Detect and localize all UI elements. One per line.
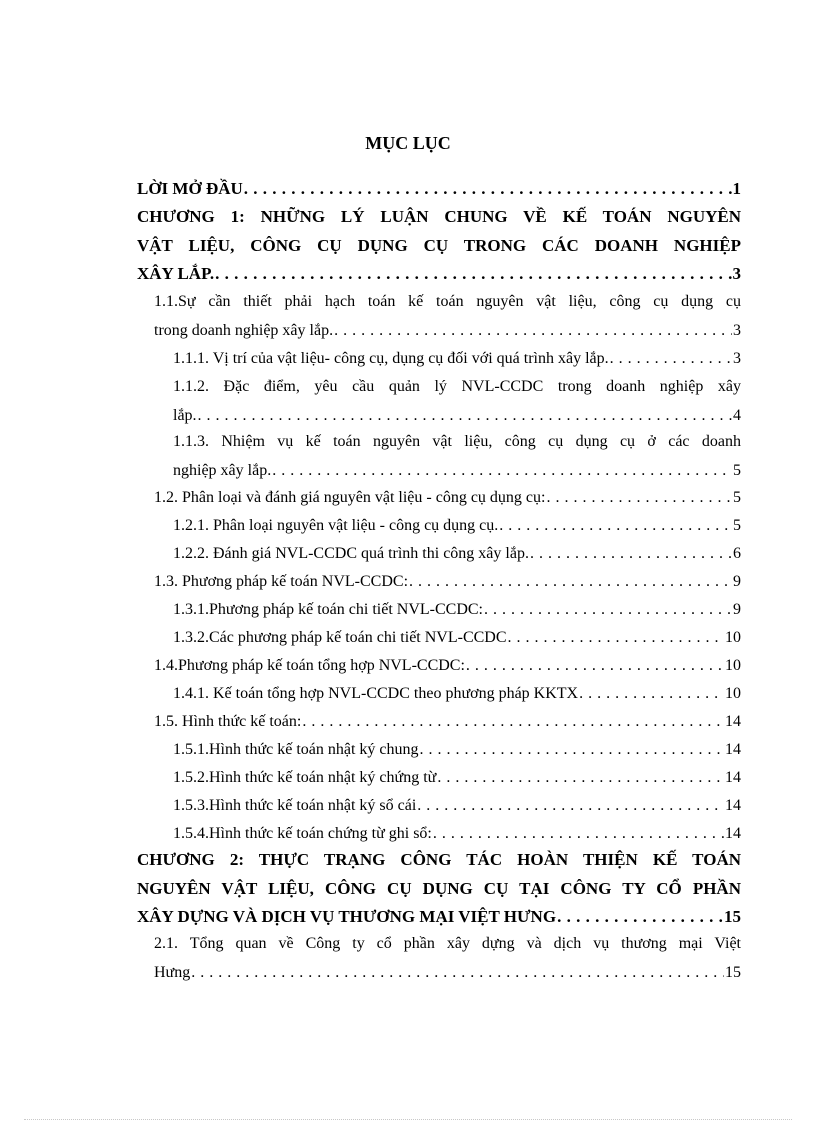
toc-entry-1-5-3[interactable] — [173, 792, 741, 821]
toc-entry-1-3-1[interactable] — [173, 596, 741, 625]
leader-dots — [191, 959, 724, 988]
toc-entry-title: 1.5.3.Hình thức kế toán nhật ký sổ cái — [173, 797, 417, 814]
toc-entry-1-1-2[interactable] — [173, 373, 741, 430]
leader-dots — [215, 260, 731, 289]
leader-dots — [546, 484, 732, 513]
toc-entry-title: 1.5.1.Hình thức kế toán nhật ký chung — [173, 741, 419, 758]
leader-dots — [198, 402, 732, 431]
toc-entry-title: 1.4.1. Kế toán tổng hợp NVL-CCDC theo phương pháp KKTX — [173, 685, 579, 702]
toc-page-number: 3 — [733, 350, 741, 367]
leader-dots — [579, 680, 724, 709]
toc-page-number: 6 — [733, 545, 741, 562]
toc-entry-1-3[interactable] — [154, 568, 741, 597]
toc-page-number: 15 — [724, 907, 741, 926]
toc-entry-1-4[interactable] — [154, 652, 741, 681]
toc-page-number: 3 — [733, 321, 741, 339]
toc-page-number: 10 — [725, 657, 741, 674]
toc-entry-title: 1.1.1. Vị trí của vật liệu- công cụ, dụng cụ đối với quá trình xây lắp. — [173, 350, 609, 367]
toc-page-number: 10 — [725, 629, 741, 646]
leader-dots — [499, 512, 732, 541]
toc-page-number: 14 — [725, 713, 741, 730]
toc-page-number: 5 — [733, 489, 741, 506]
toc-entry-title: 1.5.2.Hình thức kế toán nhật ký chứng từ — [173, 769, 437, 786]
toc-entry-line: 1.1.3. Nhiệm vụ kế toán nguyên vật liệu, công cụ dụng cụ ở các doanh — [173, 433, 741, 450]
toc-entry-title: 1.4.Phương pháp kế toán tổng hợp NVL-CCDC: — [154, 657, 465, 674]
leader-dots — [557, 903, 723, 932]
toc-entry-1-4-1[interactable] — [173, 680, 741, 709]
leader-dots — [420, 736, 724, 765]
toc-page-number: 5 — [733, 517, 741, 534]
toc-page-number: 14 — [725, 769, 741, 786]
toc-entry-title: nghiệp xây lắp. — [173, 461, 272, 479]
toc-entry-title: 1.2.1. Phân loại nguyên vật liệu - công cụ dụng cụ. — [173, 517, 499, 534]
toc-entry-1-5-1[interactable] — [173, 736, 741, 765]
toc-entry-line: 2.1. Tổng quan về Công ty cổ phần xây dựng và dịch vụ thương mại Việt — [154, 935, 741, 952]
leader-dots — [417, 792, 724, 821]
toc-entry-1-2-2[interactable] — [173, 540, 741, 569]
leader-dots — [272, 457, 732, 486]
toc-page-number: 10 — [725, 685, 741, 702]
page-title: MỤC LỤC — [365, 133, 451, 153]
leader-dots — [334, 317, 732, 346]
toc-page-number: 4 — [733, 406, 741, 424]
toc-entry-title: XÂY LẮP. — [137, 264, 215, 283]
toc-entry-1-1-3[interactable] — [173, 428, 741, 485]
toc-entry-title: 1.3.1.Phương pháp kế toán chi tiết NVL-CCDC: — [173, 601, 483, 618]
toc-entry-2-1[interactable] — [154, 930, 741, 987]
toc-entry-1-3-2[interactable] — [173, 624, 741, 653]
toc-entry-chuong-2[interactable] — [137, 846, 741, 932]
toc-page-number: 5 — [733, 461, 741, 479]
page-bottom-border — [24, 1119, 792, 1120]
leader-dots — [530, 540, 732, 569]
toc-entry-title: 1.2. Phân loại và đánh giá nguyên vật liệu - công cụ dụng cụ: — [154, 489, 546, 506]
toc-entry-title: 1.5. Hình thức kế toán: — [154, 713, 302, 730]
leader-dots — [433, 820, 724, 849]
toc-entry-line: VẬT LIỆU, CÔNG CỤ DỤNG CỤ TRONG CÁC DOANH NGHIỆP — [137, 235, 741, 255]
toc-entry-line: 1.1.2. Đặc điểm, yêu cầu quản lý NVL-CCDC trong doanh nghiệp xây — [173, 378, 741, 395]
toc-entry-title: 1.3.2.Các phương pháp kế toán chi tiết NVL-CCDC — [173, 629, 507, 646]
leader-dots — [466, 652, 724, 681]
toc-entry-line: CHƯƠNG 2: THỰC TRẠNG CÔNG TÁC HOÀN THIỆN KẾ TOÁN — [137, 850, 741, 869]
toc-entry-1-1-1[interactable] — [173, 345, 741, 374]
leader-dots — [409, 568, 732, 597]
toc-page-number: 1 — [732, 179, 741, 198]
toc-entry-line: NGUYÊN VẬT LIỆU, CÔNG CỤ DỤNG CỤ TẠI CÔNG TY CỔ PHẦN — [137, 878, 741, 898]
leader-dots — [508, 624, 724, 653]
toc-page-number: 14 — [725, 741, 741, 758]
toc-entry-title: 1.5.4.Hình thức kế toán chứng từ ghi sổ: — [173, 825, 432, 842]
toc-page-number: 15 — [725, 963, 741, 981]
toc-page-number: 3 — [732, 264, 741, 283]
toc-entry-title: 1.3. Phương pháp kế toán NVL-CCDC: — [154, 573, 409, 590]
leader-dots — [244, 175, 732, 204]
toc-entry-1-5[interactable] — [154, 708, 741, 737]
leader-dots — [302, 708, 724, 737]
toc-entry-1-2[interactable] — [154, 484, 741, 513]
toc-page-number: 14 — [725, 825, 741, 842]
toc-entry-1-2-1[interactable] — [173, 512, 741, 541]
toc-entry-title: trong doanh nghiệp xây lắp. — [154, 321, 334, 339]
toc-entry-line: 1.1.Sự cần thiết phải hạch toán kế toán nguyên vật liệu, công cụ dụng cụ — [154, 293, 741, 310]
leader-dots — [610, 345, 732, 374]
toc-page-number: 9 — [733, 601, 741, 618]
toc-entry-1-5-2[interactable] — [173, 764, 741, 793]
toc-entry-title: XÂY DỰNG VÀ DỊCH VỤ THƯƠNG MẠI VIỆT HƯNG — [137, 907, 557, 926]
leader-dots — [484, 596, 732, 625]
toc-entry-1-5-4[interactable] — [173, 820, 741, 849]
toc-page-number: 14 — [725, 797, 741, 814]
toc-entry-title: LỜI MỞ ĐẦU — [137, 179, 243, 198]
toc-page-number: 9 — [733, 573, 741, 590]
leader-dots — [437, 764, 724, 793]
toc-entry-title: Hưng — [154, 963, 191, 981]
toc-entry-chuong-1[interactable] — [137, 203, 741, 289]
toc-entry-line: CHƯƠNG 1: NHỮNG LÝ LUẬN CHUNG VỀ KẾ TOÁN NGUYÊN — [137, 207, 741, 226]
toc-entry-1-1[interactable] — [154, 288, 741, 345]
toc-entry-loi-mo-dau[interactable] — [137, 175, 741, 204]
toc-entry-title: 1.2.2. Đánh giá NVL-CCDC quá trình thi công xây lắp. — [173, 545, 529, 562]
toc-entry-title: lắp. — [173, 406, 197, 424]
